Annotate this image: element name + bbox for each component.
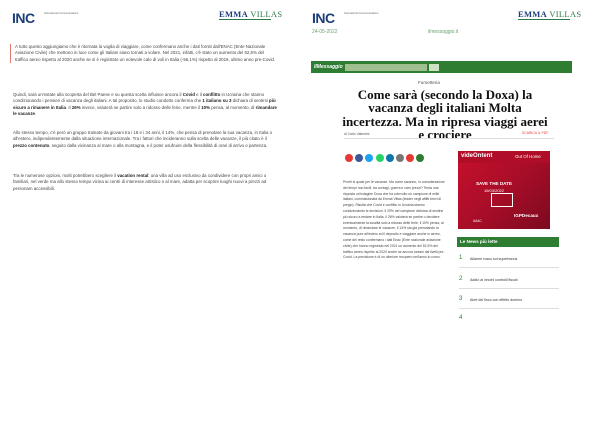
section-label[interactable]: Fumetteria xyxy=(418,80,440,85)
advertisement-banner[interactable] xyxy=(458,151,550,229)
share-icon[interactable] xyxy=(416,154,424,162)
search-input[interactable] xyxy=(345,64,427,71)
share-icon[interactable] xyxy=(365,154,373,162)
ad-tag: Out Of Home xyxy=(515,154,541,159)
article-body: Pronti si quasi per le vacanze. Ma come saranno, in considerazione dei tempi non facili, tra contagi, guerra e caro prezzi? Tenta una risposta un'indagine Doxa che ha coinvolto un campione di mille italiani, commissionata da Emma Villas (leader negli affitti brevi di pregio). Risulta che Covid e conflitto in Ucraina stanno condizionando le decisioni. Il 29% del campione dichiara di sentirsi più sicuro a restare in Italia, il 26% valuterà se partire o decidere eventualmente la località solo a ridosso delle ferie, il 10% pensa, al momento, di rimandare le vacanze, il 14% sta già prenotando la vacanza pure all'estero ed il deposito e viaggiare anche in aereo, come del resto confermano i dati Enac (Ente nazionale aviazione civile) che hanno registrato nel 2021 un aumento del 52,5% del traffico aereo rispetto al 2020 anche se ancora lontani dai livelli pre-Covid. La previsione è di un ulteriore recupero nell'anno in corso. xyxy=(343,180,445,260)
news-divider xyxy=(459,288,559,289)
news-widget-header: Le News più lette xyxy=(457,237,559,247)
site-brand[interactable]: IlMessaggio xyxy=(314,63,343,70)
inc-logo: INC xyxy=(12,10,35,26)
paragraph-2: Allo stesso tempo, c'è però un gruppo trainato da giovani tra i 18 e i 34 anni, il 14%, che pensa di prenotare la sua vacanza, in Italia o all'estero, indipendentemente dalla situazione internazionale. Tra i fattori che incideranno sulla scelta delle vacanze, il più citato è il prezzo contenuto, seguito dalla vicinanza al mare o alla montagna, e il poter usufruire della flessibilità di orari di arrivo e partenza. xyxy=(13,130,273,148)
ad-save-the-date: SAVE THE DATE xyxy=(475,181,513,186)
share-icon[interactable] xyxy=(355,154,363,162)
download-pdf-link[interactable]: SCARICA IL PDF xyxy=(522,131,549,135)
article-headline: Come sarà (secondo la Doxa) la vacanza degli italiani Molta incertezza. Ma in ripresa viaggi aerei e crociere xyxy=(342,87,548,143)
quote-paragraph: A tutto questo aggiungiamo che è ritornata la voglia di viaggiare, come confermano anche i dati forniti dall'ENAC (Ente Nazionale Aviazione Civile) che mettono in luce come gli Italiani siano tornati a volare. Nel 2021, infatti, c'è stato un aumento del 52,5% del traffico aereo rispetto al 2020 anche se si è registrato un notevole calo di voli in Italia (-56,1%) rispetto al 2019, ultimo anno pre-Covid. xyxy=(10,44,278,63)
clipping-source: ilmessaggio.it xyxy=(428,29,459,35)
emma-logo-rule xyxy=(219,19,271,20)
share-icon[interactable] xyxy=(406,154,414,162)
share-icon[interactable] xyxy=(376,154,384,162)
site-header-bar xyxy=(311,61,572,73)
news-divider xyxy=(459,308,559,309)
article-byline: di Carlo Valentini xyxy=(344,132,370,136)
share-icon[interactable] xyxy=(386,154,394,162)
emma-villas-logo: EMMA VILLAS xyxy=(219,9,283,19)
screen-icon xyxy=(491,193,513,207)
divider xyxy=(344,138,554,139)
clipping-date: 24-05-2022 xyxy=(312,29,338,35)
emma-villas-logo: EMMA VILLAS xyxy=(518,9,582,19)
ad-brand: videOntent xyxy=(461,152,493,159)
ad-igp: IGPDecaux xyxy=(514,213,539,218)
inc-subtitle: International Communications xyxy=(344,12,379,15)
inc-subtitle: International Communications xyxy=(44,12,79,15)
inc-logo: INC xyxy=(312,10,335,26)
ad-date: 16/03/2022 xyxy=(483,188,505,193)
search-icon[interactable] xyxy=(429,64,439,71)
ad-aaac: AAAC xyxy=(473,219,482,223)
paragraph-1: Quindi, sarà un'estate alla scoperta del Bel Paese e su questa scelta influisce ancora il Covid e il conflitto in Ucraina che stanno condizionando i pensieri di vacanza degli italiani. A tal proposito, lo studio condotto conferma che 1 italiano su 3 dichiara di sentirsi più sicuro a rimanere in Italia. Il 26% invece, valuterà se partire solo a ridosso delle ferie, mentre il 10% pensa, al momento, di rimandare le vacanze. xyxy=(13,92,277,117)
share-icon[interactable] xyxy=(396,154,404,162)
news-divider xyxy=(459,267,559,268)
emma-logo-rule xyxy=(518,19,570,20)
share-buttons xyxy=(345,154,424,162)
paragraph-3: Tra le numerose opzioni, molti potrebbero scegliere il vacation rental: una villa ad uso esclusivo da condividere con propri amici o familiari, nel verde ma allo stesso tempo vicina ai centri di interesse artistico o al mare, adatta per scoprire luoghi nuovi a prezzi ad personam accessibili. xyxy=(13,173,267,191)
share-icon[interactable] xyxy=(345,154,353,162)
